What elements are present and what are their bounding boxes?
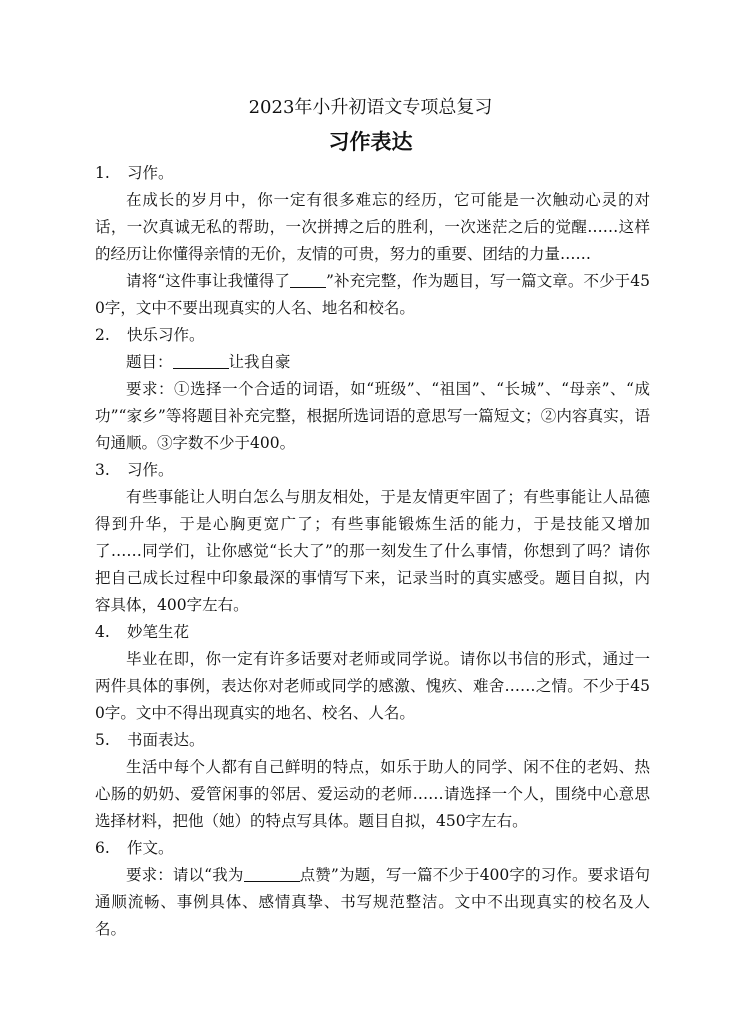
question-6-heading <box>95 835 650 862</box>
question-number: 1. <box>95 164 110 182</box>
requirement-text-a: 要求：请以“我为 <box>126 866 244 884</box>
question-title: 习作。 <box>127 164 174 182</box>
question-title: 快乐习作。 <box>127 326 205 344</box>
topic-label: 题目： <box>126 353 173 371</box>
instruction-text-a: 请将“这件事让我懂得了 <box>126 272 290 290</box>
question-number: 3. <box>95 461 110 479</box>
question-2-topic <box>95 349 650 376</box>
doc-subtitle: 习作表达 <box>328 129 413 154</box>
question-title: 妙笔生花 <box>127 623 190 641</box>
doc-title: 2023年小升初语文专项总复习 <box>248 97 493 118</box>
question-1-prompt: 在成长的岁月中，你一定有很多难忘的经历，它可能是一次触动心灵的对话，一次真诚无私的帮助，一次拼搏之后的胜利，一次迷茫之后的觉醒……这样的经历让你懂得亲情的无价，友情的可贵，努力的重要、团结的力量…… <box>95 191 650 263</box>
question-number: 4. <box>95 623 110 641</box>
question-title: 作文。 <box>127 839 174 857</box>
question-1-heading <box>95 160 650 187</box>
question-5-prompt: 生活中每个人都有自己鲜明的特点，如乐于助人的同学、闲不住的老妈、热心肠的奶奶、爱管闲事的邻居、爱运动的老师……请选择一个人，围绕中心意思选择材料，把他（她）的特点写具体。题目自拟，450字左右。 <box>95 758 650 830</box>
question-title: 书面表达。 <box>127 731 205 749</box>
question-title: 习作。 <box>127 461 174 479</box>
question-4-prompt: 毕业在即，你一定有许多话要对老师或同学说。请你以书信的形式，通过一两件具体的事例，表达你对老师或同学的感激、愧疚、难舍……之情。不少于450字。文中不得出现真实的地名、校名、人名。 <box>95 650 650 722</box>
question-number: 6. <box>95 839 110 857</box>
question-3-prompt: 有些事能让人明白怎么与朋友相处，于是友情更牢固了；有些事能让人品德得到升华，于是心胸更宽广了；有些事能锻炼生活的能力，于是技能又增加了……同学们，让你感觉“长大了”的那一刻发生了什么事情，你想到了吗？请你把自己成长过程中印象最深的事情写下来，记录当时的真实感受。题目自拟，内容具体，400字左右。 <box>95 488 650 614</box>
question-1-instruction <box>95 268 650 322</box>
question-4-heading <box>95 619 650 646</box>
topic-tail: 让我自豪 <box>228 353 291 371</box>
question-number: 2. <box>95 326 110 344</box>
question-2-heading <box>95 322 650 349</box>
question-list <box>95 160 650 943</box>
fill-blank <box>244 866 300 883</box>
instruction-text-b: ”补充完整，作为题目，写一篇文章。不少于450字，文中不要出现真实的人名、地名和校名。 <box>95 272 650 317</box>
question-5-heading <box>95 727 650 754</box>
question-number: 5. <box>95 731 110 749</box>
question-3-heading <box>95 457 650 484</box>
fill-blank <box>290 272 326 289</box>
question-6-requirements <box>95 862 650 943</box>
requirement-text-b: 点赞”为题，写一篇不少于400字的习作。要求语句通顺流畅、事例具体、感情真挚、书写规范整洁。文中不出现真实的校名及人名。 <box>95 866 650 938</box>
fill-blank <box>173 353 229 370</box>
question-2-requirements: 要求：①选择一个合适的词语，如“班级”、“祖国”、“长城”、“母亲”、“成功”“家乡”等将题目补充完整，根据所选词语的意思写一篇短文；②内容真实，语句通顺。③字数不少于400。 <box>95 380 650 452</box>
